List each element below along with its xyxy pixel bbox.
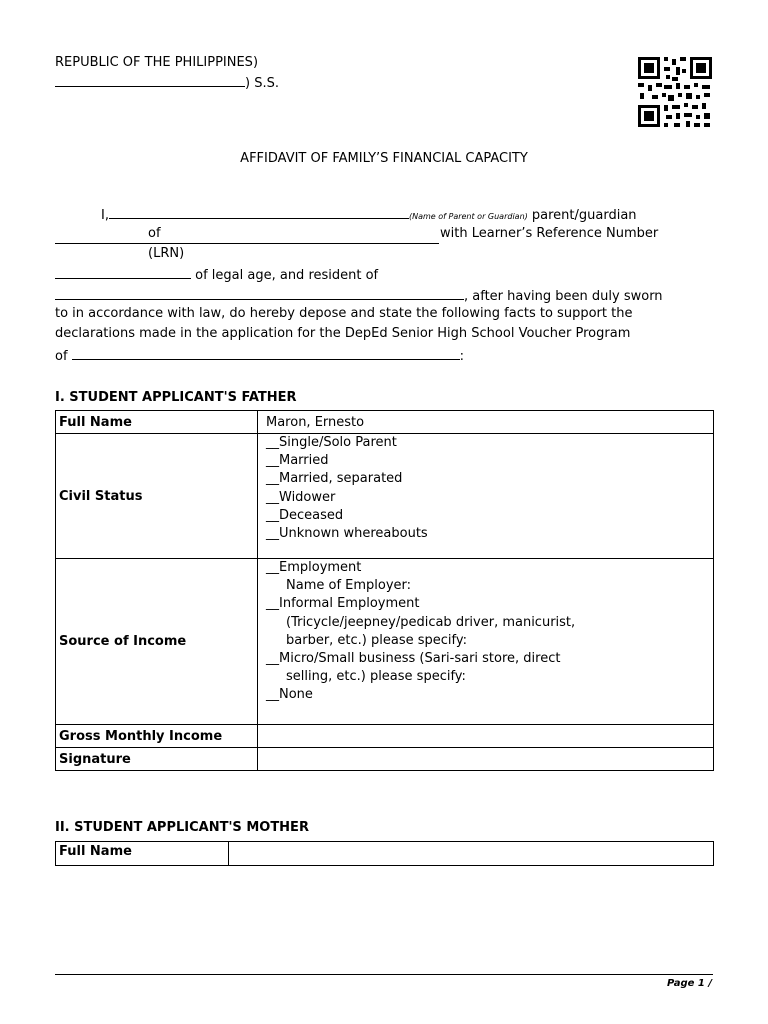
table-row bbox=[56, 559, 714, 725]
mother-table bbox=[55, 841, 714, 866]
parent-guardian-text: parent/guardian bbox=[527, 208, 637, 223]
income-option-employment[interactable]: __Employment bbox=[266, 560, 362, 575]
table-row bbox=[56, 842, 714, 866]
place-blank[interactable] bbox=[55, 74, 245, 87]
table-row bbox=[56, 434, 714, 559]
income-option-informal[interactable]: __Informal Employment bbox=[266, 596, 420, 612]
legal-age-text: of legal age, and resident of bbox=[191, 268, 379, 283]
father-civil-status-label: Civil Status bbox=[56, 434, 258, 559]
of-text-2: of bbox=[55, 349, 68, 364]
income-business-specify: selling, etc.) please specify: bbox=[286, 669, 466, 685]
table-row bbox=[56, 411, 714, 434]
father-section-heading: I. STUDENT APPLICANT'S FATHER bbox=[55, 390, 297, 405]
civil-status-option[interactable]: __Deceased bbox=[266, 507, 344, 523]
sworn-text: , after having been duly sworn bbox=[464, 289, 663, 304]
civil-status-option[interactable]: __Single/Solo Parent bbox=[266, 435, 397, 450]
civil-status-option[interactable]: __Married, separated bbox=[266, 471, 403, 487]
republic-text: REPUBLIC OF THE PHILIPPINES) bbox=[55, 55, 259, 70]
father-full-name-label: Full Name bbox=[56, 411, 258, 434]
father-signature-label: Signature bbox=[56, 748, 258, 771]
of-text: of bbox=[148, 226, 161, 241]
residence-blank[interactable] bbox=[55, 287, 464, 300]
lrn-abbrev: (LRN) bbox=[148, 246, 185, 261]
body-line-2 bbox=[55, 231, 439, 249]
father-signature-field[interactable] bbox=[258, 748, 714, 771]
body-line-7: declarations made in the application for the DepEd Senior High School Voucher Program bbox=[55, 326, 631, 341]
income-informal-desc: (Tricycle/jeepney/pedicab driver, manicurist, bbox=[286, 614, 576, 630]
father-civil-status-options bbox=[258, 434, 714, 559]
body-line-6: to in accordance with law, do hereby depose and state the following facts to support the bbox=[55, 306, 633, 321]
income-employer-field: Name of Employer: bbox=[286, 578, 412, 594]
father-income-options bbox=[258, 559, 714, 725]
father-gross-income-field[interactable] bbox=[258, 725, 714, 748]
income-option-business[interactable]: __Micro/Small business (Sari-sari store, direct bbox=[266, 651, 561, 667]
body-line-4 bbox=[55, 266, 378, 284]
father-table bbox=[55, 410, 714, 771]
colon-text: : bbox=[459, 349, 465, 364]
table-row bbox=[56, 748, 714, 771]
republic-line bbox=[55, 55, 258, 71]
civil-status-option[interactable]: __Widower bbox=[266, 489, 336, 505]
body-line-1 bbox=[101, 206, 637, 225]
income-informal-specify: barber, etc.) please specify: bbox=[286, 632, 467, 648]
parent-name-blank[interactable] bbox=[109, 206, 409, 219]
civil-status-option[interactable]: __Unknown whereabouts bbox=[266, 526, 428, 542]
income-option-none[interactable]: __None bbox=[266, 687, 313, 703]
parent-name-hint: (Name of Parent or Guardian) bbox=[408, 212, 528, 221]
age-blank[interactable] bbox=[55, 266, 191, 279]
mother-full-name-field[interactable] bbox=[229, 842, 714, 866]
mother-full-name-label: Full Name bbox=[56, 842, 229, 866]
table-row bbox=[56, 725, 714, 748]
lrn-text: with Learner’s Reference Number bbox=[440, 226, 659, 241]
ss-line bbox=[55, 74, 279, 92]
body-line-8 bbox=[55, 347, 464, 365]
father-full-name-value[interactable]: Maron, Ernesto bbox=[258, 411, 714, 434]
i-text: I, bbox=[101, 208, 109, 223]
learner-name-blank[interactable] bbox=[55, 231, 439, 244]
ss-text: ) S.S. bbox=[245, 76, 279, 91]
civil-status-option[interactable]: __Married bbox=[266, 453, 329, 469]
father-income-label: Source of Income bbox=[56, 559, 258, 725]
father-gross-income-label: Gross Monthly Income bbox=[56, 725, 258, 748]
page-number: Page 1 / bbox=[667, 978, 712, 989]
document-title: AFFIDAVIT OF FAMILY’S FINANCIAL CAPACITY bbox=[240, 151, 528, 166]
school-blank[interactable] bbox=[72, 347, 460, 360]
qr-code-icon bbox=[638, 57, 712, 127]
body-line-5 bbox=[55, 287, 663, 305]
footer-divider bbox=[55, 974, 713, 975]
mother-section-heading: II. STUDENT APPLICANT'S MOTHER bbox=[55, 820, 309, 835]
